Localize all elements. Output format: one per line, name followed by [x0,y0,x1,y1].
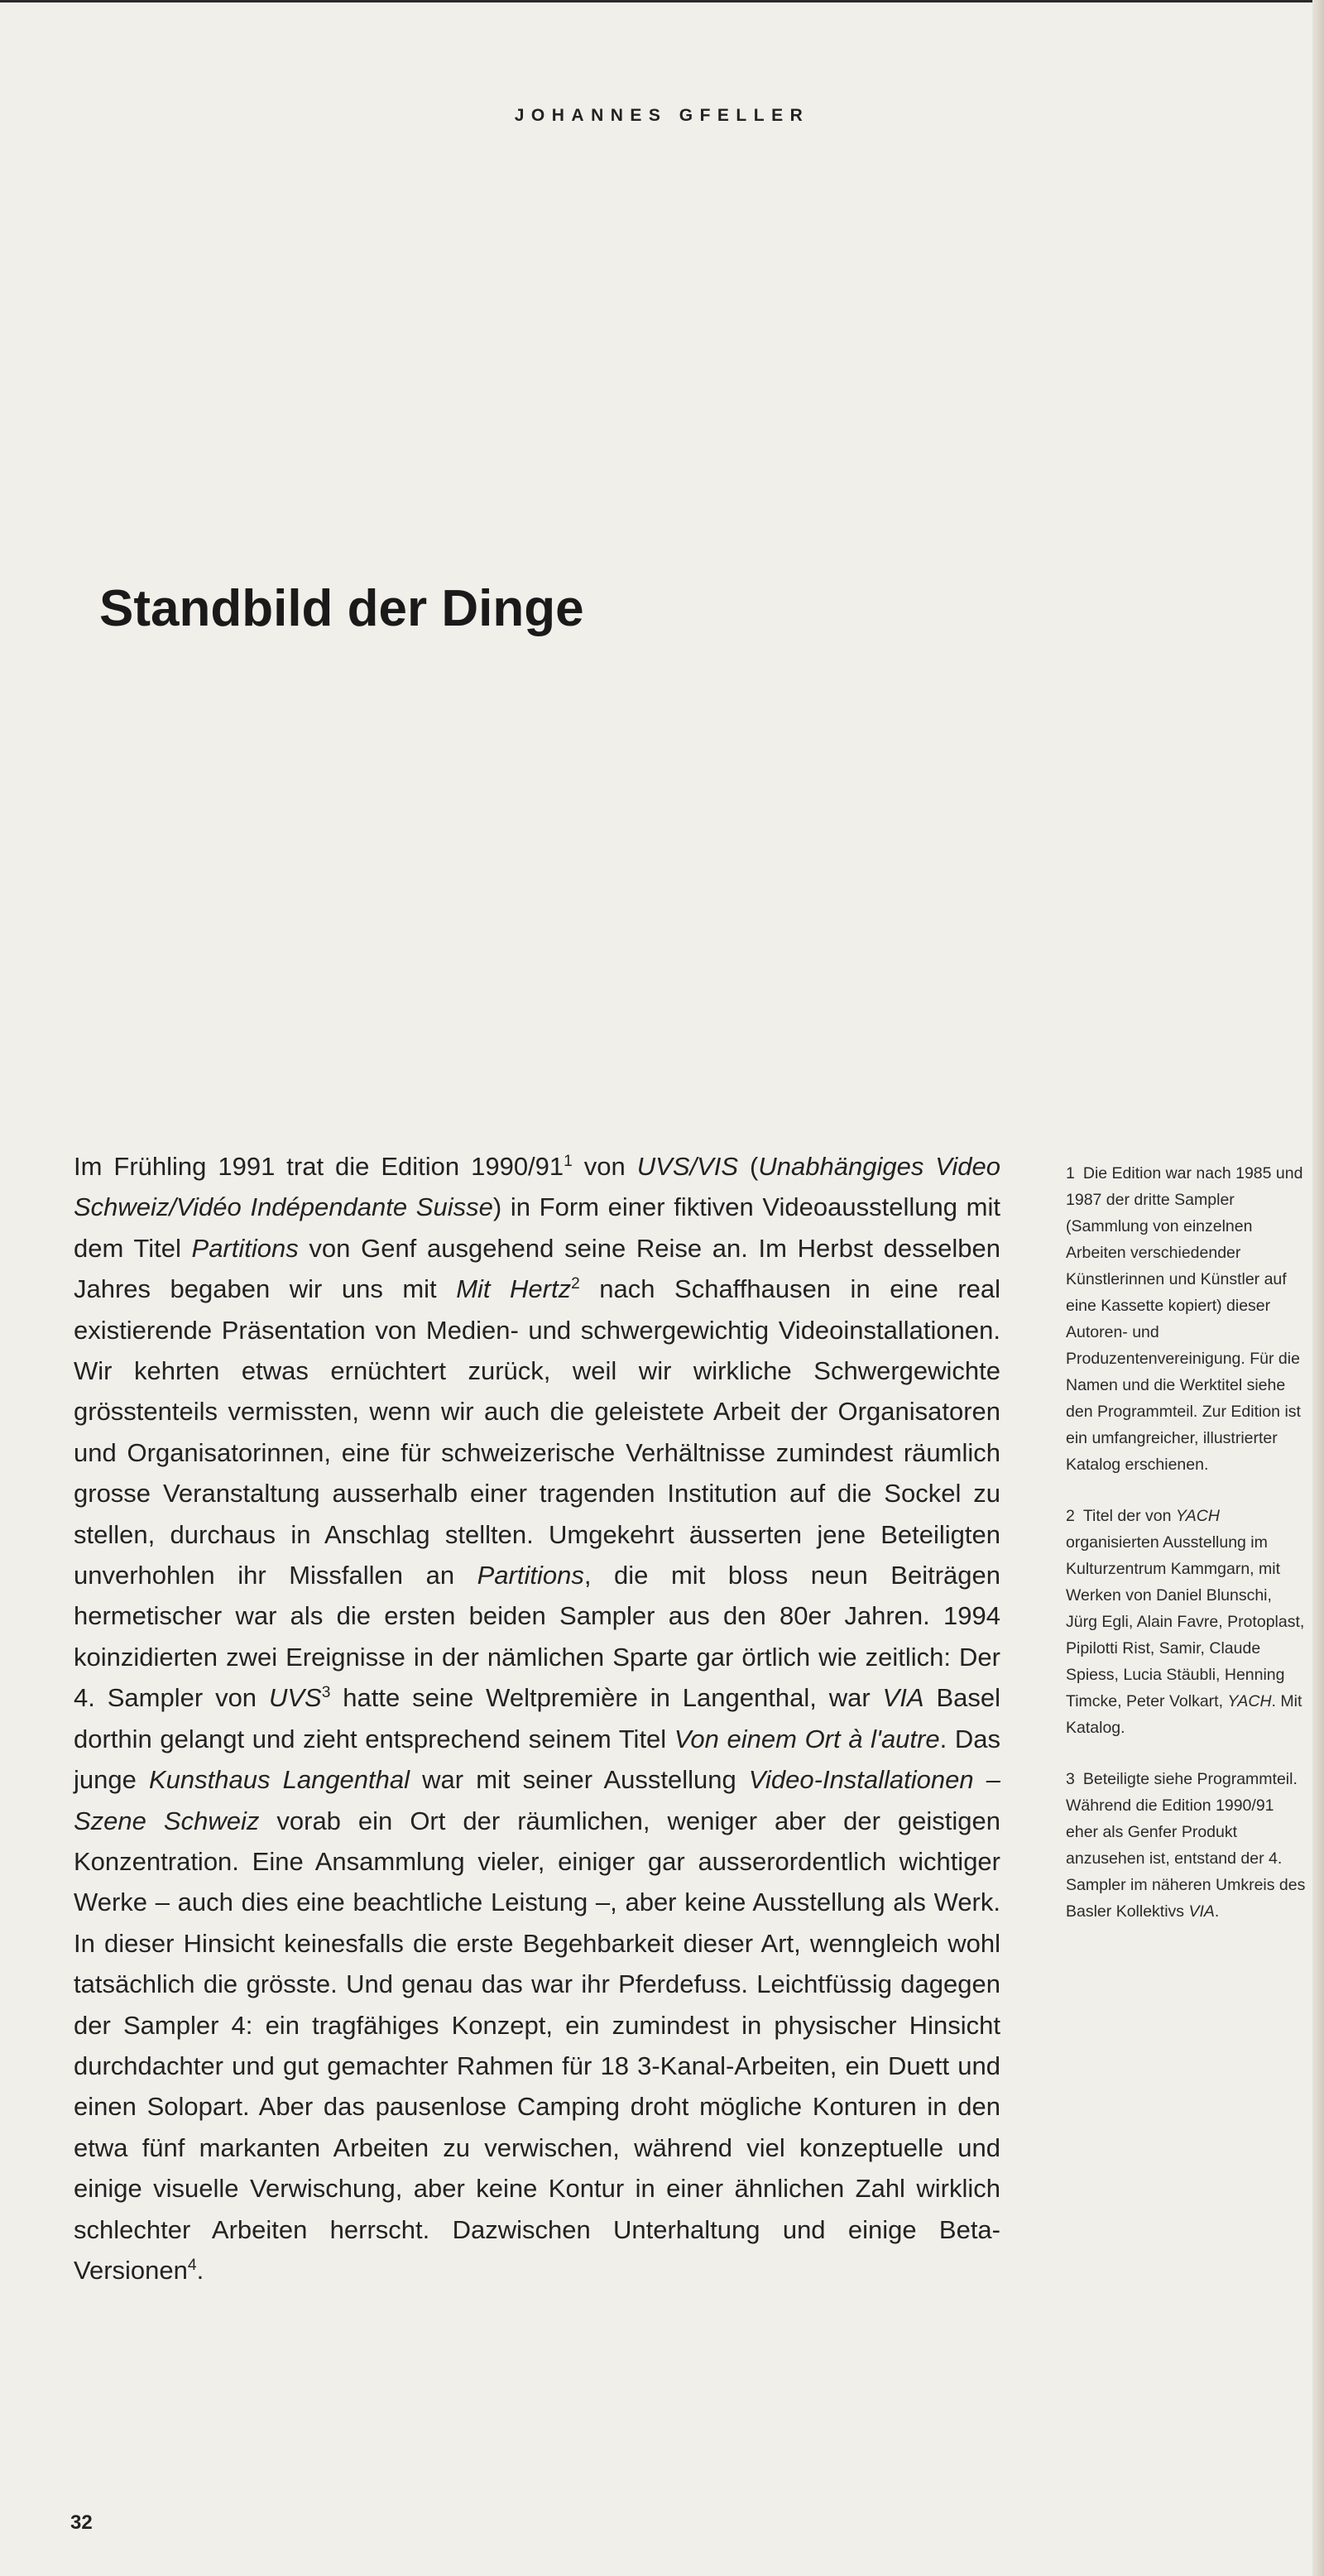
italic-organization-name: Unabhängiges Video Schweiz/Vidéo Indépendante Suisse [74,1152,1001,1222]
body-text: war mit seiner Ausstellung [410,1765,749,1795]
author-header: JOHANNES GFELLER [514,106,810,125]
body-text: ( [738,1152,759,1181]
footnote-text: organisierten Ausstellung im Kulturzentrum Kammgarn, mit Werken von Daniel Blunschi, Jürg Egli, Alain Favre, Protoplast, Pipilotti Rist, Samir, Claude Spiess, Lucia Stäubli, Henning Timcke, Peter Volkart, [1066,1533,1305,1710]
italic-via: VIA [882,1683,924,1713]
body-text: vorab ein Ort der räumlichen, weniger aber der geistigen Konzentration. Eine Ansammlung vieler, einiger gar ausserordentlich wichtiger Werke – auch dies eine beachtliche Leistung –, aber keine Ausstellung als Werk. In dieser Hinsicht keinesfalls die erste Begehbarkeit dieser Art, wenngleich wohl tatsächlich die grösste. Und genau das war ihr Pferdefuss. Leichtfüssig dagegen der Sampler 4: ein tragfähiges Konzept, ein zumindest in physischer Hinsicht durchdachter und gut gemachter Rahmen für 18 3-Kanal-Arbeiten, ein Duett und einen Solopart. Aber das pausenlose Camping droht mögliche Konturen in den etwa fünf markanten Arbeiten zu verwischen, während viel konzeptuelle und einige visuelle Verwischung, aber keine Kontur in einer ähnlichen Zahl wirklich schlechter Arbeiten herrscht. Dazwischen Unterhaltung und einige Beta-Versionen [74,1806,1000,2285]
italic-von-einem-ort: Von einem Ort à l'autre [674,1724,940,1753]
footnote-ref-4: 4 [187,2256,197,2274]
body-text: Basel dorthin gelangt und zieht entsprechend seinem Titel [74,1683,1000,1753]
footnote-ref-2: 2 [571,1275,580,1293]
footnote-1 [1066,1160,1307,1478]
footnote-text: Die Edition war nach 1985 und 1987 der dritte Sampler (Sammlung von einzelnen Arbeiten verschiedender Künstlerinnen und Künstler auf eine Kassette kopiert) dieser Autoren- und Produzentenvereinigung. Für die Namen und die Werktitel siehe den Programmteil. Zur Edition ist ein umfangreicher, illustrierter Katalog erschienen. [1066,1164,1303,1474]
italic-uvs: UVS [268,1683,322,1713]
page-top-edge [0,0,1324,2]
footnote-text: Beteiligte siehe Programmteil. Während die Edition 1990/91 eher als Genfer Produkt anzusehen ist, entstand der 4. Sampler im näheren Umkreis des Basler Kollektivs [1066,1770,1306,1921]
footnote-2 [1066,1503,1307,1741]
footnote-text: Titel der von [1082,1507,1176,1525]
footnote-text: . Mit Katalog. [1066,1692,1302,1737]
body-text: . Das junge [74,1724,1000,1795]
italic-kunsthaus-langenthal: Kunsthaus Langenthal [148,1765,410,1795]
page-number: 32 [70,2511,93,2534]
footnote-number: 1 [1066,1164,1075,1182]
italic-mit-hertz: Mit Hertz [456,1274,572,1304]
footnote-number: 2 [1066,1507,1075,1525]
body-text: Im Frühling 1991 trat die Edition 1990/91 [74,1152,564,1181]
body-text: von [572,1152,637,1181]
footnote-number: 3 [1066,1770,1075,1788]
footnote-ref-1: 1 [564,1153,573,1170]
article-title: Standbild der Dinge [99,580,584,637]
italic-video-installationen: Video-Installationen – Szene Schweiz [74,1765,1001,1835]
body-text: nach Schaffhausen in eine real existierende Präsentation von Medien- und schwergewichtig Videoinstallationen. Wir kehrten etwas ernüchtert zurück, weil wir wirkliche Schwergewichte grösstenteils vermissten, wenn wir auch die geleistete Arbeit der Organisatoren und Organisatorinnen, eine für schweizerische Verhältnisse zumindest räumlich grosse Veranstaltung ausserhalb einer tragenden Institution auf die Sockel zu stellen, durchaus in Anschlag stellten. Umgekehrt äusserten jene Beteiligten unverhohlen ihr Missfallen an [74,1274,1001,1590]
italic-uvs-vis: UVS/VIS [636,1152,739,1181]
italic-yach: YACH [1227,1692,1272,1710]
body-text: hatte seine Weltpremière in Langenthal, war [330,1683,883,1713]
article-body [74,1146,1000,2291]
italic-partitions: Partitions [477,1561,584,1590]
footnote-text: . [1214,1902,1220,1921]
footnotes-column [1066,1160,1307,1950]
italic-yach: YACH [1175,1507,1220,1525]
body-text: . [196,2255,204,2285]
italic-via: VIA [1188,1902,1215,1921]
body-text: , die mit bloss neun Beiträgen hermetischer war als die ersten beiden Sampler aus den 80er Jahren. 1994 koinzidierten zwei Ereignisse in der nämlichen Sparte gar örtlich wie zeitlich: Der 4. Sampler von [74,1561,1000,1713]
italic-partitions: Partitions [191,1233,299,1263]
body-text: ) in Form einer fiktiven Videoausstellung mit dem Titel [74,1192,1000,1263]
body-text: von Genf ausgehend seine Reise an. Im Herbst desselben Jahres begaben wir uns mit [74,1233,1000,1304]
book-gutter-shadow [1312,0,1324,2576]
body-paragraph [74,1146,1000,2291]
footnote-3 [1066,1766,1307,1925]
footnote-ref-3: 3 [321,1684,331,1702]
